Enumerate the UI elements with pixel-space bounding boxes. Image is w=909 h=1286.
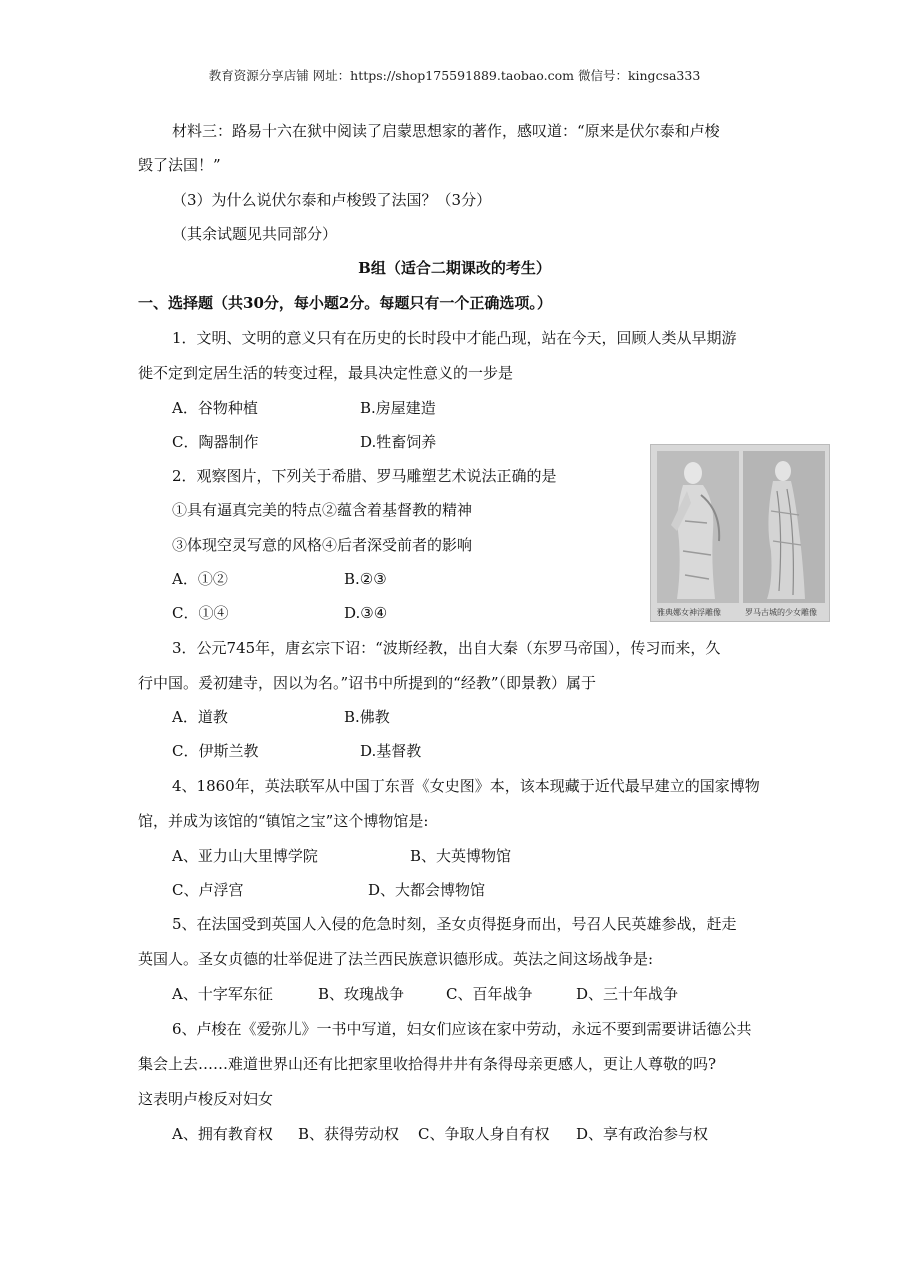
q3-option-d: D.基督教	[360, 742, 422, 760]
material3-question: （3）为什么说伏尔泰和卢梭毁了法国？（3分）	[172, 191, 492, 209]
q2-option-c: C．①④	[172, 604, 229, 622]
q4-option-b: B、大英博物馆	[410, 847, 512, 865]
q5-line1: 5、在法国受到英国人入侵的危急时刻，圣女贞得挺身而出，号召人民英雄参战，赶走	[172, 915, 737, 933]
q2-option-b: B.②③	[344, 570, 387, 588]
q4-line2: 馆，并成为该馆的“镇馆之宝”这个博物馆是:	[138, 812, 429, 830]
q5-option-c: C、百年战争	[446, 985, 533, 1003]
material3-note: （其余试题见共同部分）	[172, 225, 338, 243]
q1-line2: 徙不定到定居生活的转变过程，最具决定性意义的一步是	[138, 364, 514, 382]
material3-line2: 毁了法国！”	[138, 156, 221, 174]
q2-line1: 2．观察图片，下列关于希腊、罗马雕塑艺术说法正确的是	[172, 467, 557, 485]
q5-option-d: D、三十年战争	[576, 985, 679, 1003]
roman-statue-image	[743, 451, 825, 603]
q1-option-c: C．陶器制作	[172, 433, 259, 451]
q5-option-b: B、玫瑰战争	[318, 985, 405, 1003]
q6-option-a: A、拥有教育权	[172, 1125, 273, 1143]
q1-line1: 1．文明、文明的意义只有在历史的长时段中才能凸现，站在今天，回顾人类从早期游	[172, 329, 737, 347]
q4-option-c: C、卢浮宫	[172, 881, 244, 899]
group-title: B组（适合二期课改的考生）	[358, 259, 551, 277]
q6-line3: 这表明卢梭反对妇女	[138, 1090, 274, 1108]
q1-option-a: A．谷物种植	[172, 399, 258, 417]
greek-relief-image	[657, 451, 739, 603]
material3-line1: 材料三：路易十六在狱中阅读了启蒙思想家的著作，感叹道：“原来是伏尔泰和卢梭	[172, 122, 720, 140]
figure-caption-left: 雅典娜女神浮雕像	[657, 608, 721, 617]
q2-option-d: D.③④	[344, 604, 388, 622]
section-title: 一、选择题（共30分，每小题2分。每题只有一个正确选项。）	[138, 294, 552, 312]
q3-line2: 行中国。爰初建寺，因以为名。”诏书中所提到的“经教”（即景教）属于	[138, 674, 597, 692]
q6-line2: 集会上去……难道世界山还有比把家里收拾得井井有条得母亲更感人，更让人尊敬的吗?	[138, 1055, 717, 1073]
q4-line1: 4、1860年，英法联军从中国丁东晋《女史图》本，该本现藏于近代最早建立的国家博物	[172, 777, 760, 795]
q6-option-d: D、享有政治参与权	[576, 1125, 709, 1143]
q5-option-a: A、十字军东征	[172, 985, 273, 1003]
q3-line1: 3．公元745年，唐玄宗下诏：“波斯经教，出自大秦（东罗马帝国），传习而来，久	[172, 639, 721, 657]
figure-caption-right: 罗马古城的少女雕像	[745, 608, 817, 617]
q4-option-d: D、大都会博物馆	[368, 881, 486, 899]
q1-option-d: D.牲畜饲养	[360, 433, 437, 451]
q3-option-a: A．道教	[172, 708, 228, 726]
q6-option-b: B、获得劳动权	[298, 1125, 400, 1143]
q6-line1: 6、卢梭在《爱弥儿》一书中写道，妇女们应该在家中劳动，永远不要到需要讲话德公共	[172, 1020, 752, 1038]
q5-line2: 英国人。圣女贞德的壮举促进了法兰西民族意识德形成。英法之间这场战争是:	[138, 950, 654, 968]
q3-option-b: B.佛教	[344, 708, 390, 726]
q2-line3: ③体现空灵写意的风格④后者深受前者的影响	[172, 536, 473, 554]
sculpture-figure	[650, 444, 830, 622]
q3-option-c: C．伊斯兰教	[172, 742, 259, 760]
q2-option-a: A．①②	[172, 570, 228, 588]
q2-line2: ①具有逼真完美的特点②蕴含着基督教的精神	[172, 501, 473, 519]
q4-option-a: A、亚力山大里博学院	[172, 847, 318, 865]
q6-option-c: C、争取人身自有权	[418, 1125, 550, 1143]
page-header: 教育资源分享店铺 网址：https://shop175591889.taobao.com 微信号：kingcsa333	[208, 68, 701, 83]
q1-option-b: B.房屋建造	[360, 399, 436, 417]
